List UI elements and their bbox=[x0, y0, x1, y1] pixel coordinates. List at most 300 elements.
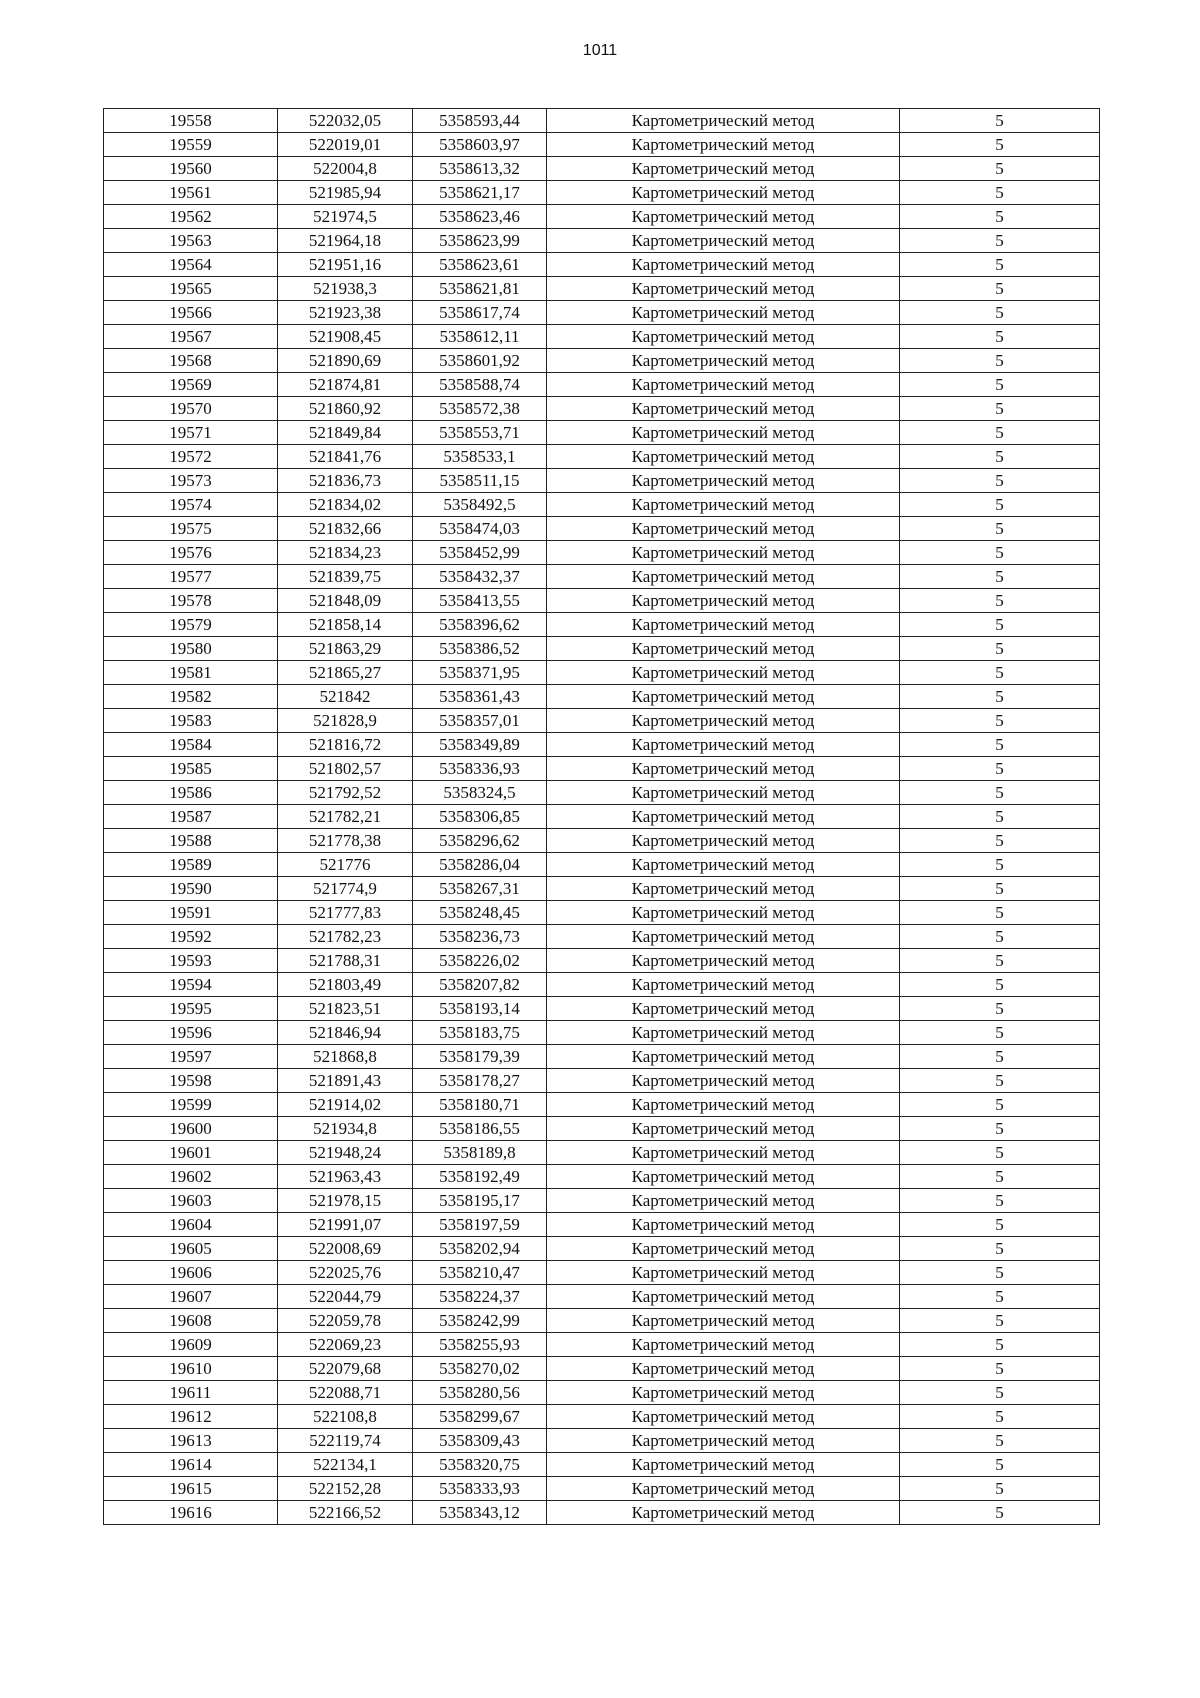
method-cell: Картометрический метод bbox=[547, 1021, 900, 1045]
point-number-cell: 19589 bbox=[104, 853, 278, 877]
x-coordinate-cell: 522152,28 bbox=[278, 1477, 413, 1501]
accuracy-cell: 5 bbox=[900, 1213, 1100, 1237]
x-coordinate-cell: 521788,31 bbox=[278, 949, 413, 973]
x-coordinate-cell: 522044,79 bbox=[278, 1285, 413, 1309]
y-coordinate-cell: 5358226,02 bbox=[413, 949, 547, 973]
method-cell: Картометрический метод bbox=[547, 757, 900, 781]
y-coordinate-cell: 5358309,43 bbox=[413, 1429, 547, 1453]
y-coordinate-cell: 5358207,82 bbox=[413, 973, 547, 997]
accuracy-cell: 5 bbox=[900, 685, 1100, 709]
point-number-cell: 19604 bbox=[104, 1213, 278, 1237]
method-cell: Картометрический метод bbox=[547, 565, 900, 589]
point-number-cell: 19570 bbox=[104, 397, 278, 421]
table-row bbox=[104, 1261, 1100, 1285]
y-coordinate-cell: 5358432,37 bbox=[413, 565, 547, 589]
x-coordinate-cell: 521782,21 bbox=[278, 805, 413, 829]
table-row bbox=[104, 1285, 1100, 1309]
accuracy-cell: 5 bbox=[900, 1237, 1100, 1261]
method-cell: Картометрический метод bbox=[547, 373, 900, 397]
table-row bbox=[104, 205, 1100, 229]
y-coordinate-cell: 5358553,71 bbox=[413, 421, 547, 445]
method-cell: Картометрический метод bbox=[547, 901, 900, 925]
table-row bbox=[104, 1333, 1100, 1357]
method-cell: Картометрический метод bbox=[547, 661, 900, 685]
point-number-cell: 19566 bbox=[104, 301, 278, 325]
point-number-cell: 19595 bbox=[104, 997, 278, 1021]
method-cell: Картометрический метод bbox=[547, 1141, 900, 1165]
x-coordinate-cell: 521842 bbox=[278, 685, 413, 709]
table-row bbox=[104, 901, 1100, 925]
point-number-cell: 19568 bbox=[104, 349, 278, 373]
y-coordinate-cell: 5358336,93 bbox=[413, 757, 547, 781]
method-cell: Картометрический метод bbox=[547, 1357, 900, 1381]
method-cell: Картометрический метод bbox=[547, 1093, 900, 1117]
y-coordinate-cell: 5358192,49 bbox=[413, 1165, 547, 1189]
y-coordinate-cell: 5358183,75 bbox=[413, 1021, 547, 1045]
point-number-cell: 19572 bbox=[104, 445, 278, 469]
accuracy-cell: 5 bbox=[900, 1021, 1100, 1045]
point-number-cell: 19605 bbox=[104, 1237, 278, 1261]
y-coordinate-cell: 5358286,04 bbox=[413, 853, 547, 877]
x-coordinate-cell: 521860,92 bbox=[278, 397, 413, 421]
point-number-cell: 19582 bbox=[104, 685, 278, 709]
accuracy-cell: 5 bbox=[900, 1117, 1100, 1141]
accuracy-cell: 5 bbox=[900, 733, 1100, 757]
method-cell: Картометрический метод bbox=[547, 589, 900, 613]
y-coordinate-cell: 5358452,99 bbox=[413, 541, 547, 565]
y-coordinate-cell: 5358236,73 bbox=[413, 925, 547, 949]
y-coordinate-cell: 5358248,45 bbox=[413, 901, 547, 925]
accuracy-cell: 5 bbox=[900, 229, 1100, 253]
y-coordinate-cell: 5358572,38 bbox=[413, 397, 547, 421]
table-row bbox=[104, 925, 1100, 949]
y-coordinate-cell: 5358593,44 bbox=[413, 109, 547, 133]
table-row bbox=[104, 1093, 1100, 1117]
point-number-cell: 19561 bbox=[104, 181, 278, 205]
method-cell: Картометрический метод bbox=[547, 877, 900, 901]
x-coordinate-cell: 521923,38 bbox=[278, 301, 413, 325]
accuracy-cell: 5 bbox=[900, 901, 1100, 925]
point-number-cell: 19563 bbox=[104, 229, 278, 253]
point-number-cell: 19610 bbox=[104, 1357, 278, 1381]
method-cell: Картометрический метод bbox=[547, 445, 900, 469]
x-coordinate-cell: 522119,74 bbox=[278, 1429, 413, 1453]
accuracy-cell: 5 bbox=[900, 397, 1100, 421]
method-cell: Картометрический метод bbox=[547, 949, 900, 973]
point-number-cell: 19583 bbox=[104, 709, 278, 733]
accuracy-cell: 5 bbox=[900, 1357, 1100, 1381]
point-number-cell: 19597 bbox=[104, 1045, 278, 1069]
accuracy-cell: 5 bbox=[900, 325, 1100, 349]
table-row bbox=[104, 1069, 1100, 1093]
accuracy-cell: 5 bbox=[900, 445, 1100, 469]
x-coordinate-cell: 521849,84 bbox=[278, 421, 413, 445]
x-coordinate-cell: 522108,8 bbox=[278, 1405, 413, 1429]
method-cell: Картометрический метод bbox=[547, 709, 900, 733]
point-number-cell: 19602 bbox=[104, 1165, 278, 1189]
accuracy-cell: 5 bbox=[900, 1069, 1100, 1093]
point-number-cell: 19558 bbox=[104, 109, 278, 133]
method-cell: Картометрический метод bbox=[547, 997, 900, 1021]
accuracy-cell: 5 bbox=[900, 1045, 1100, 1069]
table-row bbox=[104, 421, 1100, 445]
accuracy-cell: 5 bbox=[900, 1261, 1100, 1285]
accuracy-cell: 5 bbox=[900, 349, 1100, 373]
accuracy-cell: 5 bbox=[900, 253, 1100, 277]
method-cell: Картометрический метод bbox=[547, 733, 900, 757]
x-coordinate-cell: 521978,15 bbox=[278, 1189, 413, 1213]
point-number-cell: 19601 bbox=[104, 1141, 278, 1165]
accuracy-cell: 5 bbox=[900, 877, 1100, 901]
y-coordinate-cell: 5358492,5 bbox=[413, 493, 547, 517]
x-coordinate-cell: 521802,57 bbox=[278, 757, 413, 781]
point-number-cell: 19584 bbox=[104, 733, 278, 757]
point-number-cell: 19581 bbox=[104, 661, 278, 685]
point-number-cell: 19574 bbox=[104, 493, 278, 517]
point-number-cell: 19576 bbox=[104, 541, 278, 565]
point-number-cell: 19562 bbox=[104, 205, 278, 229]
page-number: 1011 bbox=[582, 42, 618, 59]
x-coordinate-cell: 522079,68 bbox=[278, 1357, 413, 1381]
accuracy-cell: 5 bbox=[900, 517, 1100, 541]
point-number-cell: 19585 bbox=[104, 757, 278, 781]
method-cell: Картометрический метод bbox=[547, 397, 900, 421]
point-number-cell: 19567 bbox=[104, 325, 278, 349]
x-coordinate-cell: 521985,94 bbox=[278, 181, 413, 205]
point-number-cell: 19575 bbox=[104, 517, 278, 541]
accuracy-cell: 5 bbox=[900, 109, 1100, 133]
accuracy-cell: 5 bbox=[900, 853, 1100, 877]
point-number-cell: 19596 bbox=[104, 1021, 278, 1045]
y-coordinate-cell: 5358197,59 bbox=[413, 1213, 547, 1237]
accuracy-cell: 5 bbox=[900, 1189, 1100, 1213]
method-cell: Картометрический метод bbox=[547, 181, 900, 205]
table-row bbox=[104, 1189, 1100, 1213]
x-coordinate-cell: 521858,14 bbox=[278, 613, 413, 637]
method-cell: Картометрический метод bbox=[547, 421, 900, 445]
point-number-cell: 19608 bbox=[104, 1309, 278, 1333]
accuracy-cell: 5 bbox=[900, 949, 1100, 973]
table-row bbox=[104, 109, 1100, 133]
accuracy-cell: 5 bbox=[900, 637, 1100, 661]
table-row bbox=[104, 445, 1100, 469]
accuracy-cell: 5 bbox=[900, 973, 1100, 997]
accuracy-cell: 5 bbox=[900, 661, 1100, 685]
method-cell: Картометрический метод bbox=[547, 1477, 900, 1501]
y-coordinate-cell: 5358343,12 bbox=[413, 1501, 547, 1525]
accuracy-cell: 5 bbox=[900, 1309, 1100, 1333]
y-coordinate-cell: 5358179,39 bbox=[413, 1045, 547, 1069]
x-coordinate-cell: 521778,38 bbox=[278, 829, 413, 853]
accuracy-cell: 5 bbox=[900, 157, 1100, 181]
method-cell: Картометрический метод bbox=[547, 1069, 900, 1093]
y-coordinate-cell: 5358601,92 bbox=[413, 349, 547, 373]
y-coordinate-cell: 5358533,1 bbox=[413, 445, 547, 469]
accuracy-cell: 5 bbox=[900, 613, 1100, 637]
table-row bbox=[104, 517, 1100, 541]
table-row bbox=[104, 1453, 1100, 1477]
accuracy-cell: 5 bbox=[900, 541, 1100, 565]
x-coordinate-cell: 522134,1 bbox=[278, 1453, 413, 1477]
point-number-cell: 19569 bbox=[104, 373, 278, 397]
coordinates-table bbox=[103, 108, 1100, 1525]
point-number-cell: 19607 bbox=[104, 1285, 278, 1309]
y-coordinate-cell: 5358349,89 bbox=[413, 733, 547, 757]
y-coordinate-cell: 5358193,14 bbox=[413, 997, 547, 1021]
table-row bbox=[104, 973, 1100, 997]
point-number-cell: 19616 bbox=[104, 1501, 278, 1525]
point-number-cell: 19571 bbox=[104, 421, 278, 445]
method-cell: Картометрический метод bbox=[547, 1429, 900, 1453]
x-coordinate-cell: 521834,23 bbox=[278, 541, 413, 565]
accuracy-cell: 5 bbox=[900, 829, 1100, 853]
point-number-cell: 19590 bbox=[104, 877, 278, 901]
method-cell: Картометрический метод bbox=[547, 301, 900, 325]
method-cell: Картометрический метод bbox=[547, 1237, 900, 1261]
table-row bbox=[104, 709, 1100, 733]
table-row bbox=[104, 1021, 1100, 1045]
table-row bbox=[104, 1501, 1100, 1525]
y-coordinate-cell: 5358613,32 bbox=[413, 157, 547, 181]
point-number-cell: 19565 bbox=[104, 277, 278, 301]
method-cell: Картометрический метод bbox=[547, 493, 900, 517]
x-coordinate-cell: 521839,75 bbox=[278, 565, 413, 589]
accuracy-cell: 5 bbox=[900, 1333, 1100, 1357]
table-row bbox=[104, 325, 1100, 349]
table-row bbox=[104, 1213, 1100, 1237]
table-row bbox=[104, 661, 1100, 685]
method-cell: Картометрический метод bbox=[547, 1261, 900, 1285]
method-cell: Картометрический метод bbox=[547, 133, 900, 157]
method-cell: Картометрический метод bbox=[547, 157, 900, 181]
method-cell: Картометрический метод bbox=[547, 325, 900, 349]
x-coordinate-cell: 521914,02 bbox=[278, 1093, 413, 1117]
x-coordinate-cell: 521948,24 bbox=[278, 1141, 413, 1165]
x-coordinate-cell: 521890,69 bbox=[278, 349, 413, 373]
table-row bbox=[104, 589, 1100, 613]
point-number-cell: 19591 bbox=[104, 901, 278, 925]
point-number-cell: 19594 bbox=[104, 973, 278, 997]
x-coordinate-cell: 521891,43 bbox=[278, 1069, 413, 1093]
accuracy-cell: 5 bbox=[900, 757, 1100, 781]
point-number-cell: 19564 bbox=[104, 253, 278, 277]
accuracy-cell: 5 bbox=[900, 1093, 1100, 1117]
table-row bbox=[104, 637, 1100, 661]
accuracy-cell: 5 bbox=[900, 1501, 1100, 1525]
table-row bbox=[104, 565, 1100, 589]
y-coordinate-cell: 5358361,43 bbox=[413, 685, 547, 709]
y-coordinate-cell: 5358621,81 bbox=[413, 277, 547, 301]
table-row bbox=[104, 613, 1100, 637]
method-cell: Картометрический метод bbox=[547, 1213, 900, 1237]
method-cell: Картометрический метод bbox=[547, 229, 900, 253]
y-coordinate-cell: 5358280,56 bbox=[413, 1381, 547, 1405]
method-cell: Картометрический метод bbox=[547, 541, 900, 565]
accuracy-cell: 5 bbox=[900, 925, 1100, 949]
point-number-cell: 19611 bbox=[104, 1381, 278, 1405]
table-row bbox=[104, 397, 1100, 421]
y-coordinate-cell: 5358270,02 bbox=[413, 1357, 547, 1381]
x-coordinate-cell: 522088,71 bbox=[278, 1381, 413, 1405]
y-coordinate-cell: 5358617,74 bbox=[413, 301, 547, 325]
x-coordinate-cell: 522059,78 bbox=[278, 1309, 413, 1333]
y-coordinate-cell: 5358296,62 bbox=[413, 829, 547, 853]
y-coordinate-cell: 5358324,5 bbox=[413, 781, 547, 805]
method-cell: Картометрический метод bbox=[547, 1309, 900, 1333]
y-coordinate-cell: 5358299,67 bbox=[413, 1405, 547, 1429]
x-coordinate-cell: 522004,8 bbox=[278, 157, 413, 181]
x-coordinate-cell: 521865,27 bbox=[278, 661, 413, 685]
x-coordinate-cell: 521964,18 bbox=[278, 229, 413, 253]
method-cell: Картометрический метод bbox=[547, 853, 900, 877]
method-cell: Картометрический метод bbox=[547, 1165, 900, 1189]
x-coordinate-cell: 521868,8 bbox=[278, 1045, 413, 1069]
method-cell: Картометрический метод bbox=[547, 517, 900, 541]
table-row bbox=[104, 853, 1100, 877]
point-number-cell: 19593 bbox=[104, 949, 278, 973]
table-row bbox=[104, 781, 1100, 805]
table-row bbox=[104, 1381, 1100, 1405]
accuracy-cell: 5 bbox=[900, 805, 1100, 829]
point-number-cell: 19606 bbox=[104, 1261, 278, 1285]
table-row bbox=[104, 349, 1100, 373]
point-number-cell: 19613 bbox=[104, 1429, 278, 1453]
method-cell: Картометрический метод bbox=[547, 781, 900, 805]
accuracy-cell: 5 bbox=[900, 301, 1100, 325]
y-coordinate-cell: 5358255,93 bbox=[413, 1333, 547, 1357]
x-coordinate-cell: 521863,29 bbox=[278, 637, 413, 661]
point-number-cell: 19560 bbox=[104, 157, 278, 181]
point-number-cell: 19587 bbox=[104, 805, 278, 829]
method-cell: Картометрический метод bbox=[547, 109, 900, 133]
x-coordinate-cell: 521832,66 bbox=[278, 517, 413, 541]
table-row bbox=[104, 1429, 1100, 1453]
y-coordinate-cell: 5358511,15 bbox=[413, 469, 547, 493]
x-coordinate-cell: 521974,5 bbox=[278, 205, 413, 229]
x-coordinate-cell: 522166,52 bbox=[278, 1501, 413, 1525]
x-coordinate-cell: 521934,8 bbox=[278, 1117, 413, 1141]
method-cell: Картометрический метод bbox=[547, 349, 900, 373]
y-coordinate-cell: 5358603,97 bbox=[413, 133, 547, 157]
table-row bbox=[104, 1237, 1100, 1261]
point-number-cell: 19615 bbox=[104, 1477, 278, 1501]
table-row bbox=[104, 253, 1100, 277]
y-coordinate-cell: 5358371,95 bbox=[413, 661, 547, 685]
y-coordinate-cell: 5358178,27 bbox=[413, 1069, 547, 1093]
accuracy-cell: 5 bbox=[900, 1285, 1100, 1309]
table-row bbox=[104, 757, 1100, 781]
table-row bbox=[104, 157, 1100, 181]
accuracy-cell: 5 bbox=[900, 565, 1100, 589]
method-cell: Картометрический метод bbox=[547, 469, 900, 493]
y-coordinate-cell: 5358357,01 bbox=[413, 709, 547, 733]
accuracy-cell: 5 bbox=[900, 589, 1100, 613]
x-coordinate-cell: 522019,01 bbox=[278, 133, 413, 157]
table-row bbox=[104, 373, 1100, 397]
y-coordinate-cell: 5358242,99 bbox=[413, 1309, 547, 1333]
point-number-cell: 19577 bbox=[104, 565, 278, 589]
y-coordinate-cell: 5358267,31 bbox=[413, 877, 547, 901]
y-coordinate-cell: 5358621,17 bbox=[413, 181, 547, 205]
table-row bbox=[104, 541, 1100, 565]
table-row bbox=[104, 181, 1100, 205]
point-number-cell: 19598 bbox=[104, 1069, 278, 1093]
method-cell: Картометрический метод bbox=[547, 685, 900, 709]
accuracy-cell: 5 bbox=[900, 133, 1100, 157]
accuracy-cell: 5 bbox=[900, 1141, 1100, 1165]
method-cell: Картометрический метод bbox=[547, 1381, 900, 1405]
x-coordinate-cell: 522008,69 bbox=[278, 1237, 413, 1261]
accuracy-cell: 5 bbox=[900, 181, 1100, 205]
table-row bbox=[104, 829, 1100, 853]
table-row bbox=[104, 301, 1100, 325]
point-number-cell: 19600 bbox=[104, 1117, 278, 1141]
x-coordinate-cell: 521777,83 bbox=[278, 901, 413, 925]
y-coordinate-cell: 5358623,99 bbox=[413, 229, 547, 253]
table-row bbox=[104, 877, 1100, 901]
x-coordinate-cell: 521848,09 bbox=[278, 589, 413, 613]
table-row bbox=[104, 1141, 1100, 1165]
coordinates-table-body bbox=[104, 109, 1100, 1525]
y-coordinate-cell: 5358386,52 bbox=[413, 637, 547, 661]
table-row bbox=[104, 1357, 1100, 1381]
method-cell: Картометрический метод bbox=[547, 829, 900, 853]
y-coordinate-cell: 5358224,37 bbox=[413, 1285, 547, 1309]
x-coordinate-cell: 521846,94 bbox=[278, 1021, 413, 1045]
y-coordinate-cell: 5358195,17 bbox=[413, 1189, 547, 1213]
x-coordinate-cell: 521908,45 bbox=[278, 325, 413, 349]
accuracy-cell: 5 bbox=[900, 421, 1100, 445]
point-number-cell: 19578 bbox=[104, 589, 278, 613]
x-coordinate-cell: 521841,76 bbox=[278, 445, 413, 469]
method-cell: Картометрический метод bbox=[547, 1117, 900, 1141]
y-coordinate-cell: 5358320,75 bbox=[413, 1453, 547, 1477]
method-cell: Картометрический метод bbox=[547, 1405, 900, 1429]
point-number-cell: 19612 bbox=[104, 1405, 278, 1429]
method-cell: Картометрический метод bbox=[547, 637, 900, 661]
table-row bbox=[104, 1405, 1100, 1429]
y-coordinate-cell: 5358623,61 bbox=[413, 253, 547, 277]
x-coordinate-cell: 521951,16 bbox=[278, 253, 413, 277]
x-coordinate-cell: 521774,9 bbox=[278, 877, 413, 901]
method-cell: Картометрический метод bbox=[547, 925, 900, 949]
point-number-cell: 19614 bbox=[104, 1453, 278, 1477]
accuracy-cell: 5 bbox=[900, 781, 1100, 805]
x-coordinate-cell: 521792,52 bbox=[278, 781, 413, 805]
x-coordinate-cell: 522025,76 bbox=[278, 1261, 413, 1285]
table-row bbox=[104, 805, 1100, 829]
method-cell: Картометрический метод bbox=[547, 1045, 900, 1069]
y-coordinate-cell: 5358474,03 bbox=[413, 517, 547, 541]
accuracy-cell: 5 bbox=[900, 373, 1100, 397]
y-coordinate-cell: 5358333,93 bbox=[413, 1477, 547, 1501]
table-row bbox=[104, 469, 1100, 493]
point-number-cell: 19588 bbox=[104, 829, 278, 853]
y-coordinate-cell: 5358180,71 bbox=[413, 1093, 547, 1117]
point-number-cell: 19609 bbox=[104, 1333, 278, 1357]
accuracy-cell: 5 bbox=[900, 1477, 1100, 1501]
x-coordinate-cell: 521834,02 bbox=[278, 493, 413, 517]
method-cell: Картометрический метод bbox=[547, 805, 900, 829]
method-cell: Картометрический метод bbox=[547, 1189, 900, 1213]
x-coordinate-cell: 521776 bbox=[278, 853, 413, 877]
accuracy-cell: 5 bbox=[900, 1405, 1100, 1429]
method-cell: Картометрический метод bbox=[547, 613, 900, 637]
accuracy-cell: 5 bbox=[900, 997, 1100, 1021]
table-row bbox=[104, 133, 1100, 157]
table-row bbox=[104, 277, 1100, 301]
table-row bbox=[104, 1165, 1100, 1189]
